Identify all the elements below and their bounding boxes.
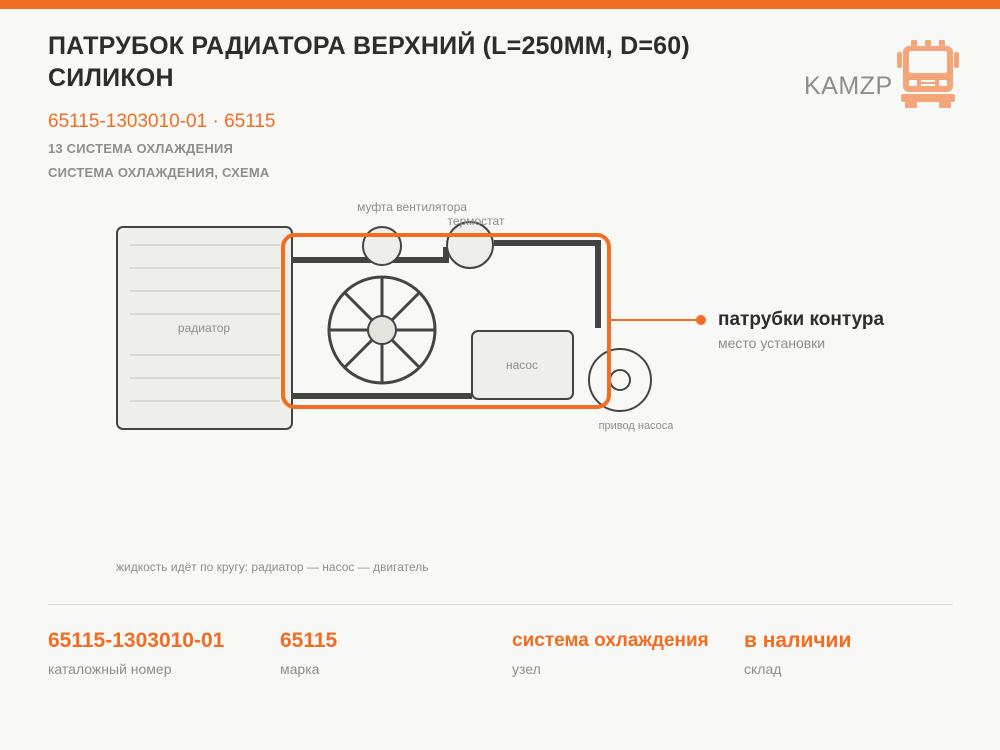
page-title: ПАТРУБОК РАДИАТОРА ВЕРХНИЙ (L=250ММ, D=60) СИЛИКОН	[48, 32, 690, 92]
pump-drive-shape	[589, 349, 651, 411]
cooling-system-diagram	[0, 190, 1000, 490]
stat-label: каталожный номер	[48, 661, 172, 677]
stat-catalog-number	[48, 627, 268, 677]
pump-label: насос	[505, 358, 539, 372]
thermostat-label: термостат	[447, 214, 505, 228]
pump-drive-label: привод насоса	[598, 420, 674, 432]
truck-icon	[897, 40, 959, 110]
callout-subtitle: место установки	[718, 335, 826, 351]
group-line-2: СИСТЕМА ОХЛАЖДЕНИЯ, СХЕМА	[48, 165, 270, 180]
brand-name: KAMZP	[804, 72, 893, 100]
callout-dot	[696, 315, 706, 325]
part-subtitle: 65115-1303010-01 · 65115	[48, 111, 276, 132]
radiator-label: радиатор	[177, 321, 231, 335]
top-accent-bar	[0, 0, 1000, 9]
brand-logo[interactable]	[804, 40, 964, 112]
stat-brand	[280, 627, 500, 677]
stat-label: марка	[280, 661, 320, 677]
thermostat-shape	[447, 222, 493, 268]
diagram-footnote: жидкость идёт по кругу: радиатор — насос — двигатель	[116, 560, 429, 574]
fan-shape	[329, 277, 435, 383]
section-divider	[48, 604, 953, 605]
stat-stock	[744, 627, 964, 677]
stat-label: склад	[744, 661, 782, 677]
stat-value: 65115	[280, 629, 338, 652]
stat-value: система охлаждения	[512, 630, 709, 651]
stat-unit	[512, 627, 732, 677]
callout-title: патрубки контура	[718, 309, 885, 330]
stat-value: в наличии	[744, 629, 852, 652]
stat-label: узел	[512, 661, 541, 677]
fan-clutch-shape	[363, 227, 401, 265]
fan-clutch-label: муфта вентилятора	[357, 200, 467, 214]
diagram-canvas	[0, 190, 1000, 490]
stat-value: 65115-1303010-01	[48, 629, 225, 652]
group-line-1: 13 СИСТЕМА ОХЛАЖДЕНИЯ	[48, 141, 234, 156]
